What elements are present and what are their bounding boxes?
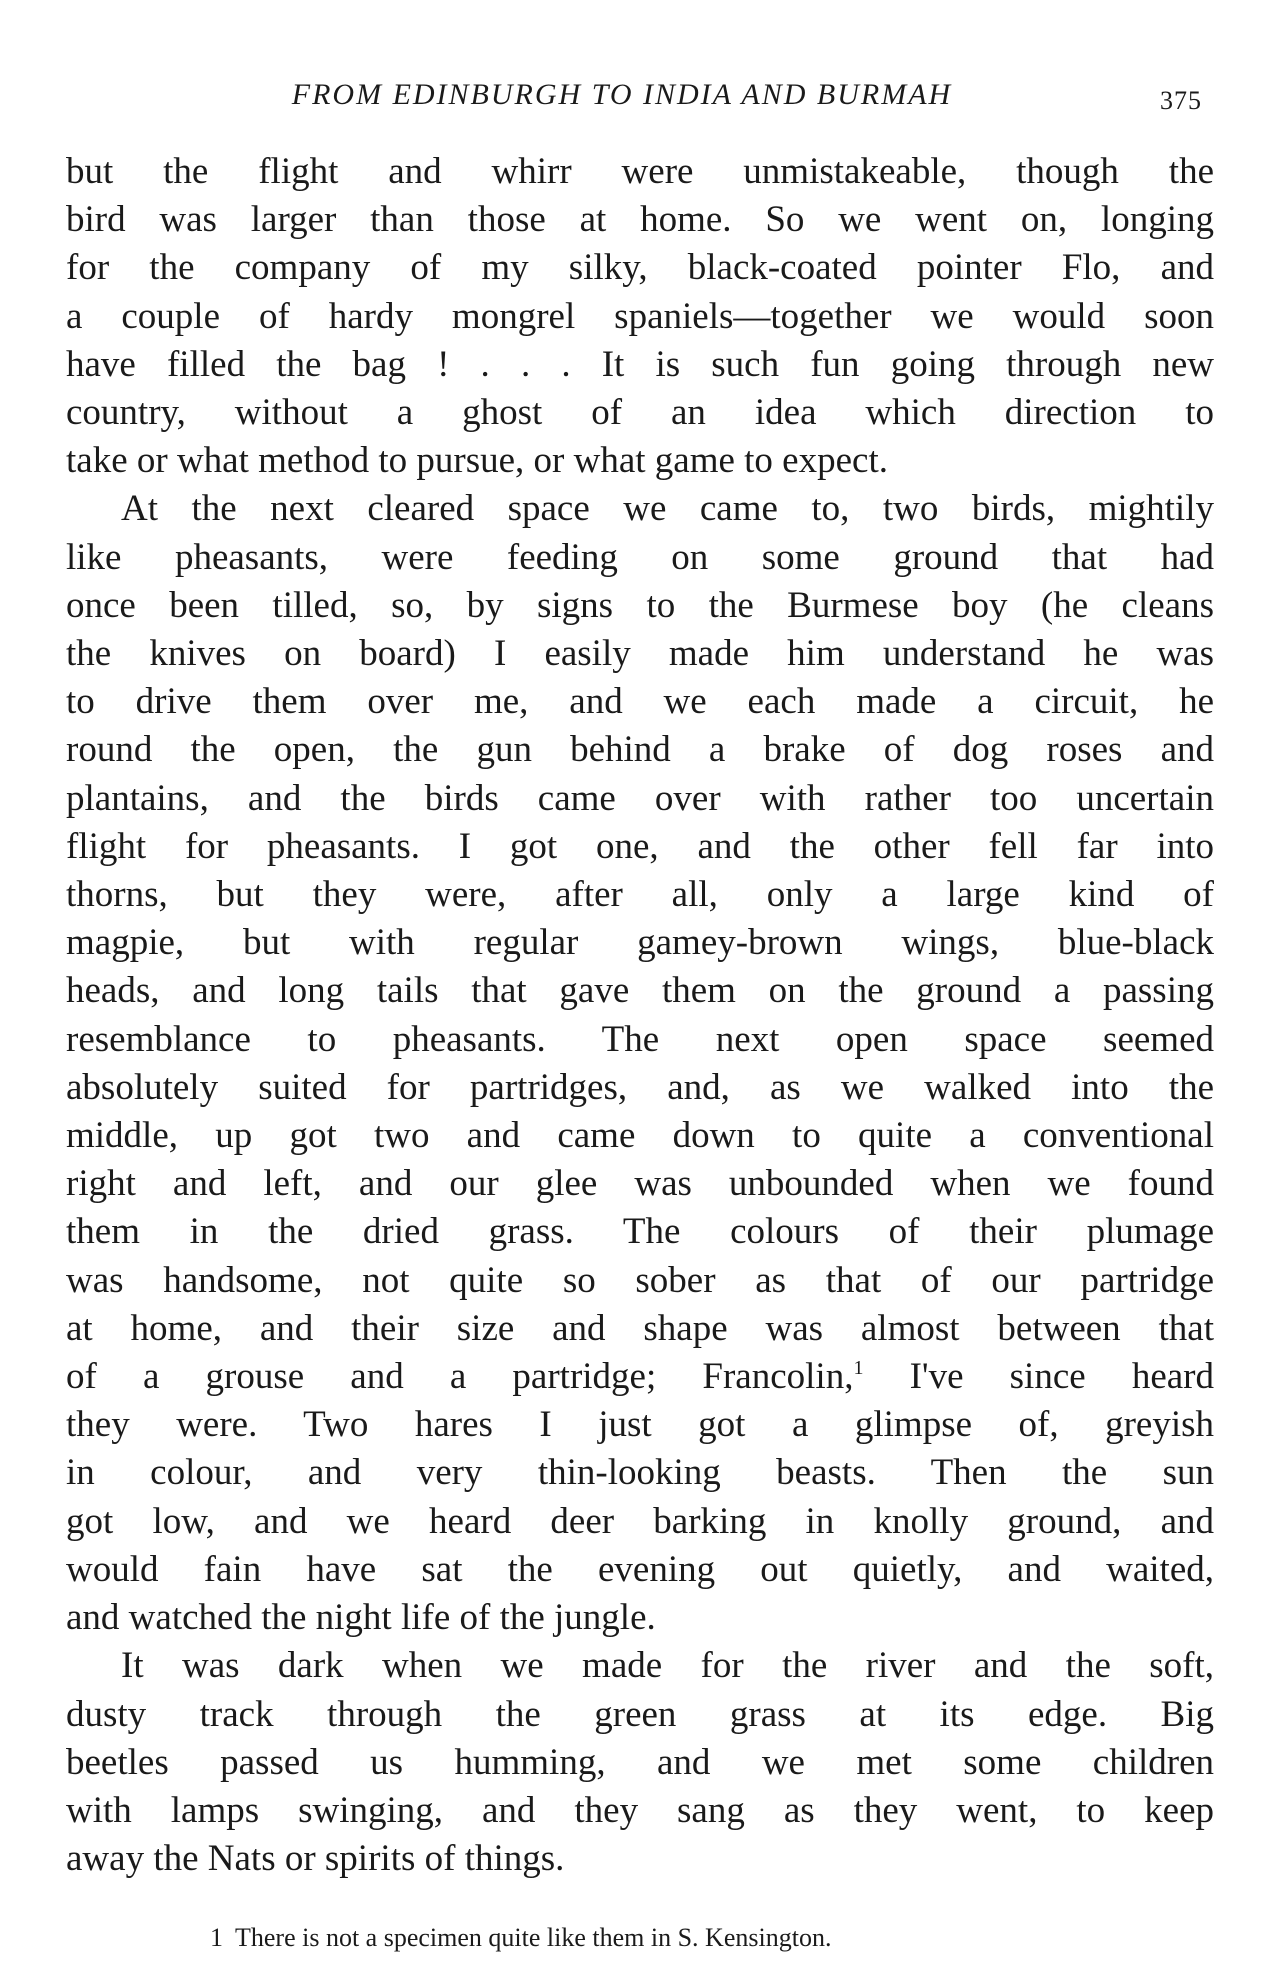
text-line: in colour, and very thin-looking beasts. Then the sun bbox=[66, 1452, 1214, 1494]
text-line: to drive them over me, and we each made a circuit, he bbox=[66, 681, 1214, 723]
text-line: middle, up got two and came down to quite a conventional bbox=[66, 1115, 1214, 1157]
text-line-with-footnote bbox=[66, 1353, 1214, 1401]
footnote-number: 1 bbox=[210, 1923, 223, 1952]
text-line: and watched the night life of the jungle. bbox=[66, 1597, 656, 1639]
text-line: was handsome, not quite so sober as that of our partridge bbox=[66, 1259, 1214, 1301]
text-line: dusty track through the green grass at its edge. Big bbox=[66, 1693, 1214, 1735]
text-line: beetles passed us humming, and we met some children bbox=[66, 1741, 1214, 1783]
text-line: have filled the bag ! . . . It is such fun going through new bbox=[66, 343, 1214, 385]
text-line: thorns, but they were, after all, only a large kind of bbox=[66, 874, 1214, 916]
text-line: right and left, and our glee was unbounded when we found bbox=[66, 1163, 1214, 1205]
text-line: magpie, but with regular gamey-brown wings, blue-black bbox=[66, 922, 1214, 964]
text-line: heads, and long tails that gave them on the ground a passing bbox=[66, 970, 1214, 1012]
text-line: away the Nats or spirits of things. bbox=[66, 1838, 565, 1880]
text-line: they were. Two hares I just got a glimpse of, greyish bbox=[66, 1404, 1214, 1446]
text-line: round the open, the gun behind a brake of dog roses and bbox=[66, 729, 1214, 771]
text-line: resemblance to pheasants. The next open space seemed bbox=[66, 1018, 1214, 1060]
text-segment: I've since heard bbox=[863, 1356, 1214, 1398]
text-line: for the company of my silky, black-coated pointer Flo, and bbox=[66, 247, 1214, 289]
text-line: with lamps swinging, and they sang as they went, to keep bbox=[66, 1789, 1214, 1831]
text-line: would fain have sat the evening out quietly, and waited, bbox=[66, 1548, 1214, 1590]
page-number: 375 bbox=[1160, 86, 1202, 115]
running-title: FROM EDINBURGH TO INDIA AND BURMAH bbox=[291, 78, 953, 111]
text-line: At the next cleared space we came to, two birds, mightily bbox=[121, 488, 1214, 530]
text-line: flight for pheasants. I got one, and the other fell far into bbox=[66, 825, 1214, 867]
text-line: bird was larger than those at home. So we went on, longing bbox=[66, 199, 1214, 241]
text-line: once been tilled, so, by signs to the Burmese boy (he cleans bbox=[66, 584, 1214, 626]
text-line: got low, and we heard deer barking in knolly ground, and bbox=[66, 1500, 1214, 1542]
text-line: like pheasants, were feeding on some ground that had bbox=[66, 536, 1214, 578]
text-line: plantains, and the birds came over with rather too uncertain bbox=[66, 777, 1214, 819]
text-line: take or what method to pursue, or what game to expect. bbox=[66, 440, 888, 482]
text-line: country, without a ghost of an idea which direction to bbox=[66, 392, 1214, 434]
footnote bbox=[210, 1923, 831, 1953]
running-head bbox=[0, 78, 1279, 118]
text-line: a couple of hardy mongrel spaniels—together we would soon bbox=[66, 295, 1214, 337]
text-line: absolutely suited for partridges, and, as we walked into the bbox=[66, 1066, 1214, 1108]
text-line: at home, and their size and shape was almost between that bbox=[66, 1307, 1214, 1349]
text-line: the knives on board) I easily made him understand he was bbox=[66, 633, 1214, 675]
footnote-text: There is not a specimen quite like them in S. Kensington. bbox=[235, 1923, 832, 1952]
footnote-mark: 1 bbox=[853, 1357, 864, 1380]
text-line: them in the dried grass. The colours of their plumage bbox=[66, 1211, 1214, 1253]
body-text bbox=[66, 148, 1214, 1883]
text-segment: of a grouse and a partridge; Francolin, bbox=[66, 1356, 854, 1398]
text-line: but the flight and whirr were unmistakeable, though the bbox=[66, 151, 1214, 192]
text-line: It was dark when we made for the river and the soft, bbox=[121, 1645, 1214, 1687]
